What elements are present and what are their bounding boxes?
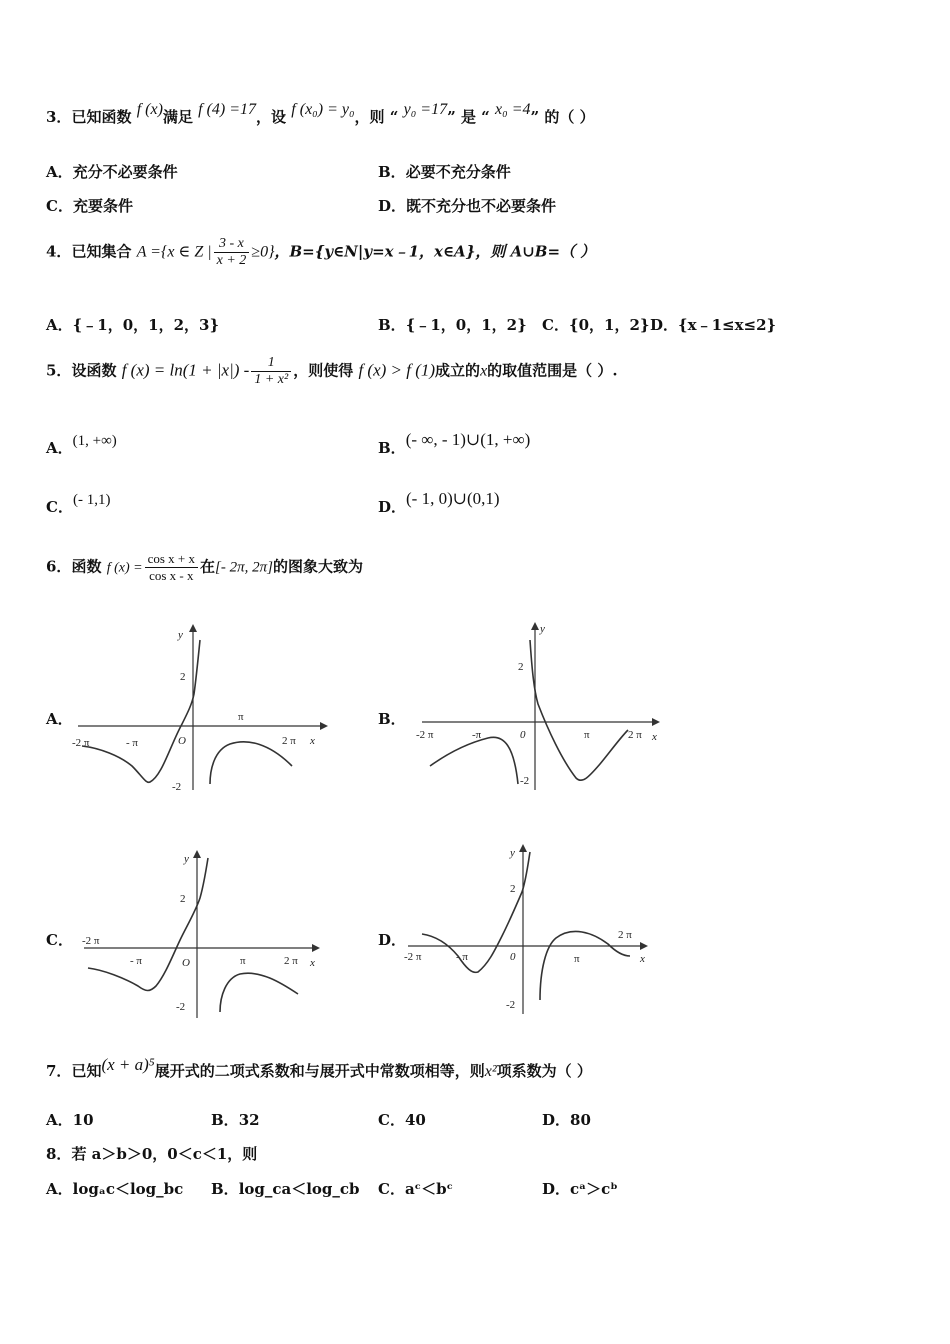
q7-option-b[interactable] <box>211 1109 260 1130</box>
q6-function: f (x) = <box>106 560 143 576</box>
tick-negpi: -π <box>472 729 482 741</box>
y-axis-label: y <box>540 623 545 635</box>
fraction-numerator: 3 - x <box>214 236 250 253</box>
q5-text: 设函数 <box>71 361 117 380</box>
option-text: {0，1，2} <box>568 316 650 334</box>
option-text: (- 1, 0)∪(0,1) <box>406 489 500 508</box>
q4-fraction <box>214 236 250 269</box>
q5-inequality: f (x) > f (1) <box>358 360 436 380</box>
y-axis-label: y <box>510 847 515 859</box>
q5-option-a[interactable] <box>46 433 117 458</box>
tick-2: 2 <box>180 893 186 905</box>
q8-stem <box>46 1143 257 1164</box>
option-label: A． <box>46 1180 73 1198</box>
q3-option-a[interactable] <box>46 161 178 182</box>
q5-option-b[interactable] <box>378 430 531 458</box>
q5-option-c[interactable] <box>46 492 111 517</box>
option-label: A． <box>46 1111 73 1129</box>
q3-text: 已知函数 <box>71 108 132 126</box>
q4-option-b[interactable] <box>378 314 527 335</box>
q8-option-a[interactable] <box>46 1178 183 1199</box>
option-label: C． <box>378 1180 405 1198</box>
option-text: 既不充分也不必要条件 <box>406 197 557 215</box>
tick-negpi: - π <box>456 951 468 963</box>
tick-neg2pi: -2 π <box>72 737 90 749</box>
q7-number: 7． <box>46 1062 72 1080</box>
q6-stem <box>46 551 363 584</box>
q3-y0: y₀ =17 <box>403 101 448 118</box>
q6-text: 的图象大致为 <box>272 557 363 576</box>
q3-fx: f (x) <box>136 101 163 118</box>
fraction-numerator: cos x + x <box>145 551 198 568</box>
q5-text: 的取值范围是（ ）. <box>487 361 618 380</box>
q7-x-squared: x² <box>484 1063 497 1080</box>
q4-option-c[interactable] <box>542 314 650 335</box>
origin-label: O <box>182 957 190 969</box>
option-label: C． <box>46 498 73 516</box>
q5-option-d[interactable] <box>378 489 500 517</box>
q6-text: 在 <box>199 557 215 576</box>
q5-function: f (x) = ln(1 + |x|) - <box>121 360 250 380</box>
q6-fraction <box>145 551 198 584</box>
q5-text: 成立的 <box>435 361 481 380</box>
option-text: 32 <box>238 1111 260 1129</box>
q4-text: ，B={y∈N|y=x﹣1，x∈A}，则 A∪B=（ ） <box>274 242 596 261</box>
option-text: (1, +∞) <box>72 433 117 449</box>
tick-2pi: 2 π <box>618 929 632 941</box>
tick-2: 2 <box>510 883 516 895</box>
x-axis-arrow <box>320 722 328 730</box>
fraction-denominator: cos x - x <box>149 568 194 583</box>
tick-pi: π <box>238 711 244 723</box>
x-axis-label: x <box>310 735 315 747</box>
tick-neg2pi: -2 π <box>404 951 422 963</box>
option-text: {x﹣1≤x≤2} <box>678 316 777 334</box>
y-axis-label: y <box>178 629 183 641</box>
q8-option-d[interactable] <box>542 1178 618 1199</box>
q6-option-b[interactable] <box>378 708 406 729</box>
option-text: 40 <box>404 1111 426 1129</box>
option-label: C． <box>46 197 73 215</box>
curve-right <box>220 973 298 1012</box>
curve-left <box>82 640 200 782</box>
q5-text: ，则使得 <box>293 361 354 380</box>
tick-pi: π <box>240 955 246 967</box>
option-text: 必要不充分条件 <box>405 163 511 181</box>
option-label: C． <box>46 931 73 949</box>
graph-b[interactable] <box>414 620 674 800</box>
q4-stem <box>46 236 595 269</box>
x-axis-label: x <box>310 957 315 969</box>
q3-option-c[interactable] <box>46 195 133 216</box>
q7-stem <box>46 1055 592 1081</box>
q3-text: ，设 <box>256 108 287 126</box>
option-text: 充分不必要条件 <box>72 163 178 181</box>
graph-c[interactable] <box>80 846 330 1026</box>
q7-expression: (x + a)⁵ <box>101 1055 155 1074</box>
option-text: 10 <box>72 1111 94 1129</box>
option-label: C． <box>542 316 569 334</box>
option-label: B． <box>378 163 406 181</box>
option-label: D． <box>378 931 407 949</box>
q6-text: 函数 <box>71 557 102 576</box>
tick-neg2: -2 <box>520 775 530 787</box>
q7-text: 展开式的二项式系数和与展开式中常数项相等，则 <box>154 1062 485 1080</box>
option-text: {﹣1，0，1，2} <box>405 316 527 334</box>
q6-option-c[interactable] <box>46 929 73 950</box>
option-label: B． <box>378 316 406 334</box>
option-label: A． <box>46 316 73 334</box>
tick-neg2pi: -2 π <box>416 729 434 741</box>
tick-negpi: - π <box>126 737 138 749</box>
tick-2pi: 2 π <box>628 729 642 741</box>
q3-text: 满足 <box>162 108 193 126</box>
option-text: log_ca＜log_cb <box>238 1180 360 1198</box>
q8-number: 8． <box>46 1145 72 1163</box>
y-axis-arrow <box>193 850 201 858</box>
option-text: 80 <box>570 1111 591 1129</box>
y-axis-label: y <box>184 853 189 865</box>
option-text: logₐc＜log_bc <box>72 1180 184 1198</box>
option-label: B． <box>211 1111 239 1129</box>
y-axis-arrow <box>189 624 197 632</box>
tick-neg2pi: -2 π <box>82 935 100 947</box>
q4-option-d[interactable] <box>650 314 776 335</box>
q6-interval: [- 2π, 2π] <box>215 559 273 576</box>
option-text: cᵃ＞cᵇ <box>570 1180 618 1198</box>
curve-right <box>530 640 628 780</box>
option-label: A． <box>46 439 73 457</box>
fraction-denominator: x + 2 <box>216 253 247 268</box>
q3-option-d[interactable] <box>378 195 556 216</box>
q4-set-a-suffix: ≥0} <box>251 243 275 261</box>
q7-option-d[interactable] <box>542 1109 591 1130</box>
tick-2: 2 <box>518 661 524 673</box>
option-label: B． <box>378 439 406 457</box>
option-label: D． <box>650 316 679 334</box>
curve-right <box>210 742 292 784</box>
q7-option-c[interactable] <box>378 1109 426 1130</box>
tick-2: 2 <box>180 671 186 683</box>
origin-label: 0 <box>510 951 516 963</box>
q3-stem <box>46 101 595 127</box>
q7-text: 项系数为（ ） <box>496 1062 592 1080</box>
q4-number: 4． <box>46 242 72 261</box>
option-label: A． <box>46 710 73 728</box>
x-axis-label: x <box>652 731 657 743</box>
q5-stem <box>46 355 618 388</box>
option-text: (- ∞, - 1)∪(1, +∞) <box>405 430 531 449</box>
tick-pi: π <box>584 729 590 741</box>
tick-neg2: -2 <box>176 1001 186 1013</box>
q8-option-c[interactable] <box>378 1178 453 1199</box>
option-label: D． <box>542 1180 571 1198</box>
fraction-numerator: 1 <box>251 355 291 372</box>
q7-option-a[interactable] <box>46 1109 94 1130</box>
q3-option-b[interactable] <box>378 161 511 182</box>
q3-x0: x₀ =4 <box>495 101 531 118</box>
curve-right <box>540 931 630 1000</box>
fraction-denominator: 1 + x² <box>254 372 289 387</box>
q8-option-b[interactable] <box>211 1178 360 1199</box>
option-text: (- 1,1) <box>72 492 111 508</box>
tick-2pi: 2 π <box>282 735 296 747</box>
q3-fx0: f (x₀) = y₀ <box>291 101 355 118</box>
q4-text: 已知集合 <box>71 242 132 261</box>
graph-a[interactable] <box>70 620 330 800</box>
option-label: B． <box>211 1180 239 1198</box>
option-text: {﹣1，0，1，2，3} <box>72 316 220 334</box>
origin-label: O <box>178 735 186 747</box>
option-label: C． <box>378 1111 405 1129</box>
q8-text: 若 a＞b＞0，0＜c＜1，则 <box>71 1145 258 1163</box>
q5-fraction <box>251 355 291 388</box>
q7-text: 已知 <box>71 1062 102 1080</box>
q6-number: 6． <box>46 557 72 576</box>
x-axis-arrow <box>640 942 648 950</box>
q3-text: ，则 “ <box>354 108 399 126</box>
tick-neg2: -2 <box>506 999 516 1011</box>
q3-f4: f (4) =17 <box>198 101 257 118</box>
q3-text: ” 的（ ） <box>530 108 595 126</box>
q5-number: 5． <box>46 361 72 380</box>
option-label: D． <box>542 1111 571 1129</box>
origin-label: 0 <box>520 729 526 741</box>
option-text: aᶜ＜bᶜ <box>404 1180 453 1198</box>
option-text: 充要条件 <box>72 197 133 215</box>
curve-left <box>88 858 208 991</box>
graph-d[interactable] <box>402 840 662 1024</box>
x-axis-arrow <box>312 944 320 952</box>
option-label: D． <box>378 498 407 516</box>
tick-neg2: -2 <box>172 781 182 793</box>
q3-text: ” 是 “ <box>447 108 490 126</box>
tick-negpi: - π <box>130 955 142 967</box>
q3-number: 3． <box>46 108 72 126</box>
option-label: A． <box>46 163 73 181</box>
y-axis-arrow <box>519 844 527 852</box>
y-axis-arrow <box>531 622 539 630</box>
tick-2pi: 2 π <box>284 955 298 967</box>
tick-pi: π <box>574 953 580 965</box>
q5-x: x <box>480 362 488 380</box>
q4-option-a[interactable] <box>46 314 219 335</box>
x-axis-label: x <box>640 953 645 965</box>
option-label: B． <box>378 710 406 728</box>
q4-set-a-prefix: A ={x ∈ Z | <box>136 243 212 261</box>
curve-left <box>430 737 518 784</box>
option-label: D． <box>378 197 407 215</box>
x-axis-arrow <box>652 718 660 726</box>
q6-option-a[interactable] <box>46 708 73 729</box>
